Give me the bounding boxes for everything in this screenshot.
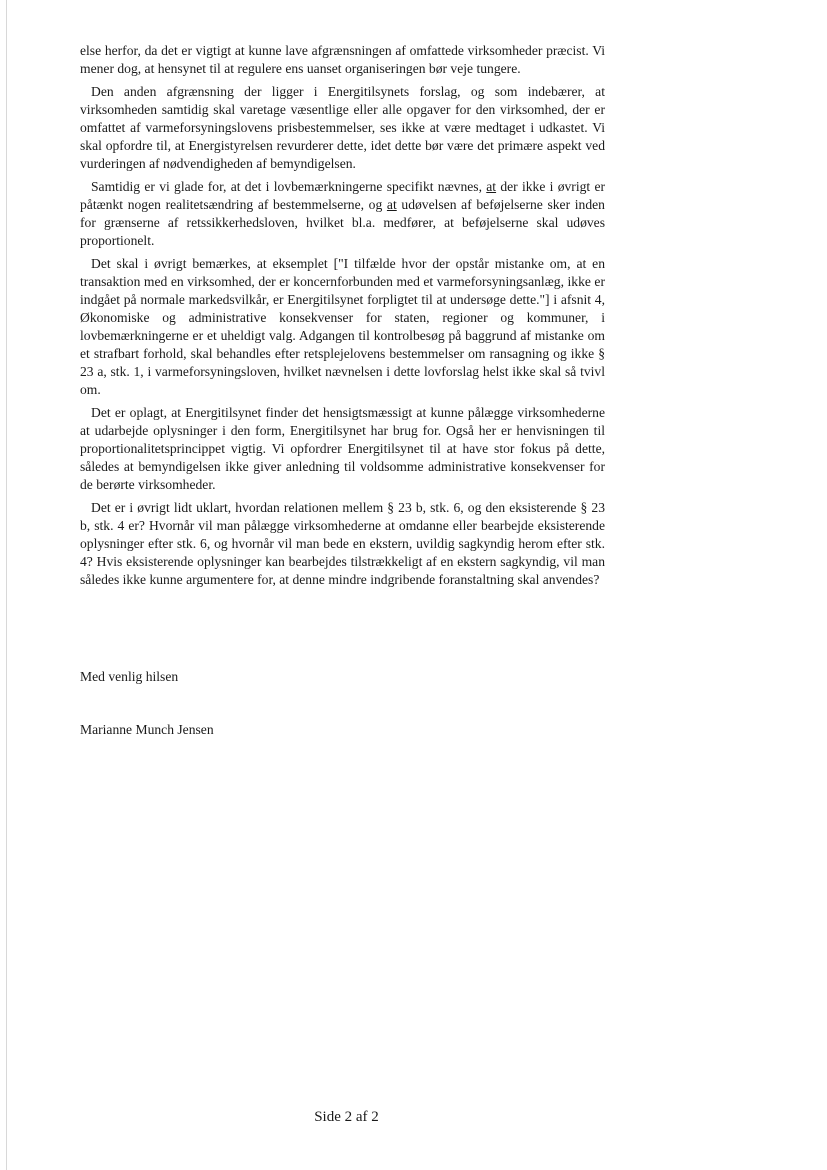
paragraph-3-part-a: Samtidig er vi glade for, at det i lovbemærkningerne specifikt nævnes, [91,179,487,194]
underlined-at-1: at [486,179,497,194]
paragraph-2: Den anden afgrænsning der ligger i Energitilsynets forslag, og som indebærer, at virksomheden samtidig skal varetage væsentlige eller alle opgaver for den virksomhed, der er omfattet af varmeforsyningslovens prisbestemmelser, ses ikke at være medtaget i udkastet. Vi skal opfordre til, at Energistyrelsen revurderer dette, idet dette bør være det primære aspekt ved vurderingen af nødvendigheden af bemyndigelsen. [80,84,605,171]
paragraph-6: Det er i øvrigt lidt uklart, hvordan relationen mellem § 23 b, stk. 6, og den eksisterende § 23 b, stk. 4 er? Hvornår vil man pålægge virksomhederne at omdanne eller bearbejde eksisterende oplysninger efter stk. 6, og hvornår vil man bede en ekstern, uvildig sagkyndig herom efter stk. 4? Hvis eksisterende oplysninger kan bearbejdes tilstrækkeligt af en ekstern sagkyndig, vil man således ikke kunne argumentere for, at denne mindre indgribende foranstaltning skal anvendes? [80,500,605,587]
page-footer [0,1107,827,1127]
paragraph-3-part-c: udøvelsen af beføjelserne sker inden for grænserne af retssikkerhedsloven, hvilket bl.a. medfører, at beføjelserne skal udøves proportionelt. [80,197,605,248]
signature-name: Marianne Munch Jensen [80,722,214,737]
underlined-at-2: at [386,197,397,212]
page-number: Side 2 af 2 [314,1109,379,1125]
closing-salutation: Med venlig hilsen [80,669,179,684]
paragraph-5: Det er oplagt, at Energitilsynet finder det hensigtsmæssigt at kunne pålægge virksomhederne at udarbejde oplysninger i den form, Energitilsynet har brug for. Også her er henvisningen til proportionalitetsprincippet vigtig. Vi opfordrer Energitilsynet til at have stor fokus på dette, således at bemyndigelsen ikke giver anledning til voldsomme administrative konsekvenser for de berørte virksomheder. [80,405,605,492]
paragraph-3-part-b: der ikke i øvrigt er påtænkt nogen realitetsændring af bestemmelserne, og [80,179,606,212]
page-edge-line [6,0,7,1170]
letter-body [80,42,605,594]
paragraph-3 [80,178,605,250]
paragraph-1: else herfor, da det er vigtigt at kunne lave afgrænsningen af omfattede virksomheder præcist. Vi mener dog, at hensynet til at regulere ens uanset organiseringen bør veje tungere. [80,43,605,76]
paragraph-4: Det skal i øvrigt bemærkes, at eksemplet ["I tilfælde hvor der opstår mistanke om, at en transaktion med en virksomhed, der er koncernforbunden med et varmeforsyningsanlæg, ikke er indgået på normale markedsvilkår, er Energitilsynet forpligtet til at undersøge dette."] i afsnit 4, Økonomiske og administrative konsekvenser for staten, regioner og kommuner, i lovbemærkningerne er et uheldigt valg. Adgangen til kontrolbesøg på baggrund af mistanke om et strafbart forhold, skal behandles efter retsplejelovens bestemmelser om ransagning og ikke § 23 a, stk. 1, i varmeforsyningsloven, hvilket nævnelsen i dette lovforslag helst ikke skal så tvivl om. [80,256,605,397]
